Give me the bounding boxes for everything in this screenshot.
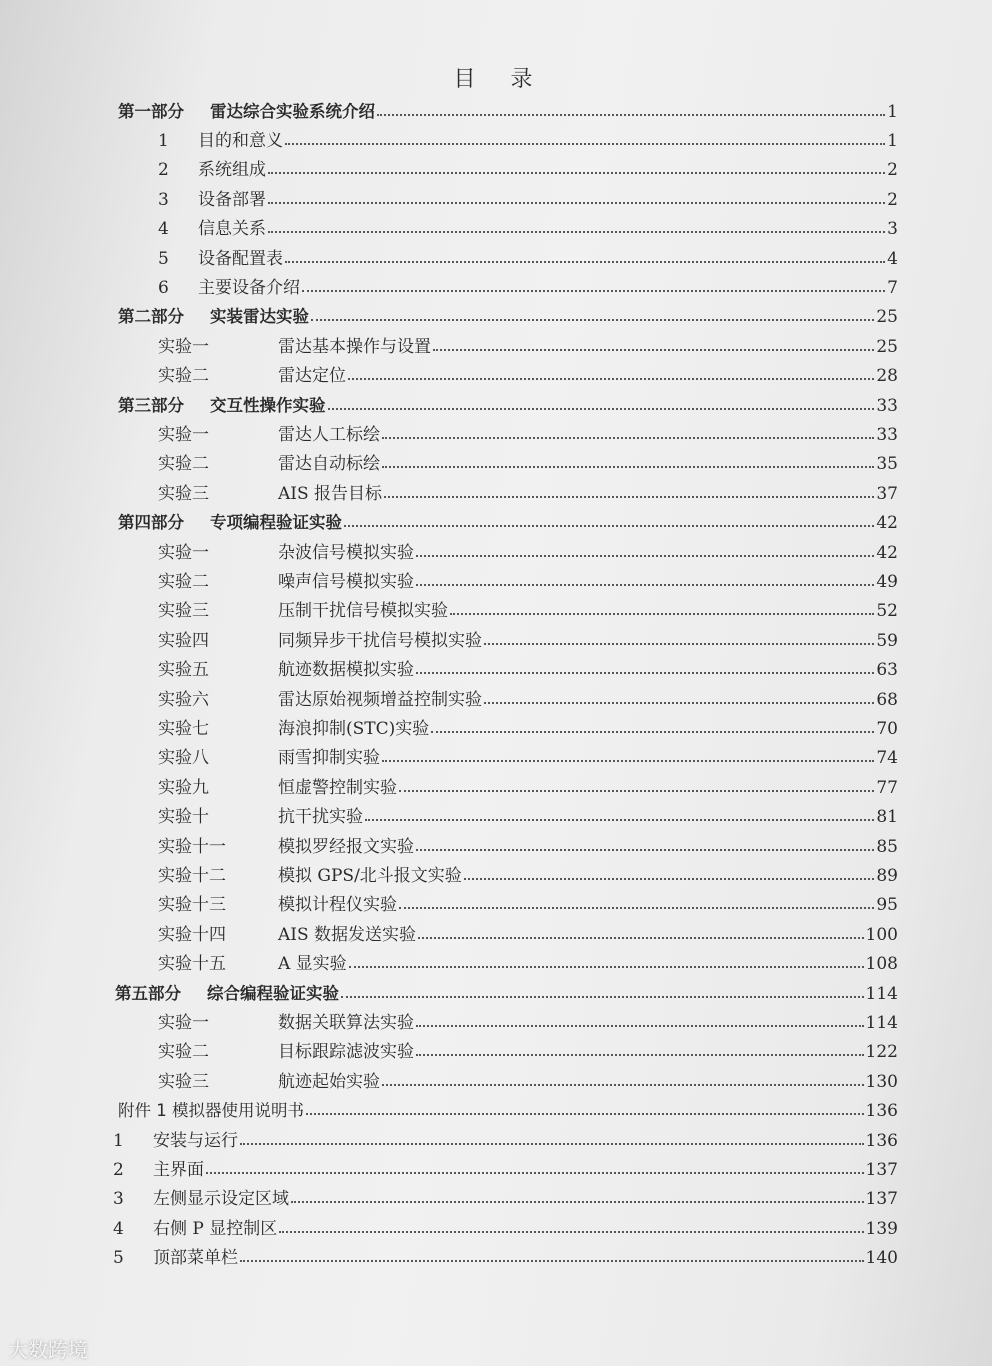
toc-entry-page-number: 37 [876,483,898,504]
toc-entry-number: 4 [158,219,169,240]
dot-leader [285,143,885,145]
toc-entry-page-number: 63 [876,660,898,681]
dot-leader [416,555,874,557]
toc-entry [158,415,898,445]
toc-entry-page-number: 1 [887,130,898,151]
toc-entry [158,357,898,387]
dot-leader [348,378,874,380]
toc-entry-page-number: 139 [865,1218,898,1239]
toc-entry-number: 1 [158,130,169,151]
toc-entry [158,945,898,975]
dot-leader [382,760,874,762]
toc-entry-title: 压制干扰信号模拟实验 [278,601,448,622]
toc-entry-title: 同频异步干扰信号模拟实验 [278,630,482,651]
toc-entry-title: 杂波信号模拟实验 [278,542,414,563]
dot-leader [433,349,874,351]
toc-entry-number: 实验十一 [158,836,226,857]
toc-entry [118,298,898,328]
toc-entry [158,915,898,945]
toc-entry [158,680,898,710]
toc-entry [113,1209,898,1239]
toc-entry-page-number: 108 [865,954,898,975]
toc-entry-title: 设备配置表 [198,248,283,269]
toc-entry [158,798,898,828]
toc-entry-number: 实验一 [158,424,209,445]
toc-entry-number: 实验七 [158,718,209,739]
toc-entry-page-number: 28 [876,366,898,387]
toc-entry-title: 系统组成 [198,160,266,181]
toc-entry-title: 安装与运行 [153,1130,238,1151]
dot-leader [464,878,875,880]
toc-entry [158,827,898,857]
toc-entry-number: 4 [113,1218,124,1239]
toc-entry-page-number: 77 [876,777,898,798]
toc-entry-title: 模拟 GPS/北斗报文实验 [278,865,462,886]
toc-entry-title: 左侧显示设定区域 [153,1189,289,1210]
toc-entry-title: 雷达定位 [278,366,346,387]
toc-entry [158,327,898,357]
dot-leader [279,1231,863,1233]
toc-entry-page-number: 7 [887,277,898,298]
toc-entry-title: 雨雪抑制实验 [278,748,380,769]
toc-entry-number: 实验九 [158,777,209,798]
toc-entry-title: 目标跟踪滤波实验 [278,1042,414,1063]
dot-leader [384,496,874,498]
toc-entry-title: 雷达基本操作与设置 [278,336,431,357]
toc-entry-number: 实验十四 [158,924,226,945]
toc-entry-number: 实验十 [158,807,209,828]
toc-entry-page-number: 68 [876,689,898,710]
toc-entry [158,533,898,563]
toc-entry-title: AIS 数据发送实验 [278,924,417,945]
toc-entry-title: 雷达原始视频增益控制实验 [278,689,482,710]
toc-entry [113,1239,898,1269]
toc-entry-number: 实验三 [158,1071,209,1092]
toc-entry-title: 海浪抑制(STC)实验 [278,718,430,739]
toc-entry-page-number: 136 [865,1130,898,1151]
toc-title: 目 录 [453,67,547,92]
dot-leader [341,996,864,998]
toc-entry-page-number: 136 [865,1101,898,1122]
toc-entry-page-number: 25 [876,336,898,357]
toc-entry-title: 雷达综合实验系统介绍 [210,101,375,121]
dot-leader [344,525,874,527]
toc-entry-title: 交互性操作实验 [210,395,326,415]
toc-entry-number: 第二部分 [118,307,184,327]
dot-leader [416,849,874,851]
toc-entry-number: 实验四 [158,630,209,651]
dot-leader [302,290,885,292]
toc-entry [158,1062,898,1092]
toc-entry-page-number: 85 [876,836,898,857]
toc-entry-page-number: 33 [876,395,898,416]
toc-entry-page-number: 1 [887,101,898,122]
toc-entry [158,1033,898,1063]
dot-leader [416,672,874,674]
toc-entry-title: 恒虚警控制实验 [278,777,397,798]
toc-entry-number: 2 [158,160,169,181]
toc-entry-title: 雷达人工标绘 [278,424,380,445]
toc-entry-number: 第四部分 [118,513,184,533]
toc-entry-title: 模拟计程仪实验 [278,895,397,916]
toc-entry-page-number: 35 [876,454,898,475]
dot-leader [484,702,874,704]
toc-entry [158,651,898,681]
toc-entry-page-number: 74 [876,748,898,769]
toc-entry-number: 实验十三 [158,895,226,916]
dot-leader [268,231,885,233]
toc-entry-title: 右侧 P 显控制区 [153,1218,278,1239]
toc-entry [158,592,898,622]
dot-leader [399,790,874,792]
toc-entry-title: 航迹起始实验 [278,1071,380,1092]
toc-entry-title: 雷达自动标绘 [278,454,380,475]
toc-entry-title: 附件 1 模拟器使用说明书 [118,1101,304,1121]
dot-leader [328,408,875,410]
toc-entry-number: 3 [158,189,169,210]
toc-entry [158,562,898,592]
toc-entry-number: 实验十二 [158,865,226,886]
dot-leader [291,1201,864,1203]
toc-entry-title: 综合编程验证实验 [207,983,339,1003]
toc-entry [158,739,898,769]
toc-entry-number: 实验一 [158,542,209,563]
dot-leader [285,261,885,263]
toc-entry-number: 实验二 [158,571,209,592]
toc-entry-number: 第五部分 [115,983,181,1003]
toc-entry-page-number: 122 [865,1042,898,1063]
toc-entry [118,1092,898,1122]
dot-leader [382,437,874,439]
toc-entry [158,151,898,181]
toc-entry-number: 3 [113,1189,124,1210]
toc-entry-number: 实验一 [158,336,209,357]
toc-entry [118,504,898,534]
toc-entry [113,1180,898,1210]
toc-entry-page-number: 137 [865,1159,898,1180]
toc-entry-title: A 显实验 [278,954,347,975]
toc-entry-title: 实装雷达实验 [210,307,309,327]
dot-leader [377,114,885,116]
toc-entry-number: 5 [158,248,169,269]
toc-entry [158,474,898,504]
toc-entry [115,974,898,1004]
toc-entry [158,268,898,298]
toc-entry [158,210,898,240]
toc-entry-page-number: 2 [887,189,898,210]
toc-entry-number: 2 [113,1159,124,1180]
dot-leader [268,172,885,174]
toc-entry-title: 信息关系 [198,219,266,240]
toc-entry [158,886,898,916]
toc-entry-title: 顶部菜单栏 [153,1248,238,1269]
dot-leader [418,937,864,939]
toc-entry-page-number: 140 [865,1248,898,1269]
toc-entry-page-number: 100 [865,924,898,945]
toc-entry [158,239,898,269]
toc-entry [118,92,898,122]
toc-entry [113,1121,898,1151]
toc-entry-number: 实验三 [158,601,209,622]
toc-entry-number: 5 [113,1248,124,1269]
toc-entry-number: 实验三 [158,483,209,504]
dot-leader [382,466,874,468]
toc-entry-page-number: 114 [865,1012,898,1033]
toc-entry [158,768,898,798]
toc-entry-title: 目的和意义 [198,130,283,151]
toc-entry-page-number: 25 [876,307,898,328]
toc-entry [158,856,898,886]
toc-entry-number: 第三部分 [118,395,184,415]
dot-leader [416,1025,864,1027]
dot-leader [484,643,874,645]
toc-entry-title: 模拟罗经报文实验 [278,836,414,857]
toc-entry-title: 噪声信号模拟实验 [278,571,414,592]
dot-leader [349,966,864,968]
toc-entry-page-number: 42 [876,513,898,534]
toc-entry-title: AIS 报告目标 [278,483,383,504]
dot-leader [382,1084,864,1086]
dot-leader [240,1143,864,1145]
toc-entry [158,709,898,739]
toc-entry-page-number: 42 [876,542,898,563]
toc-entry-title: 设备部署 [198,189,266,210]
toc-entry-page-number: 130 [865,1071,898,1092]
toc-entry [158,1003,898,1033]
dot-leader [311,319,874,321]
toc-entry-page-number: 33 [876,424,898,445]
dot-leader [365,819,874,821]
toc-entry-title: 主要设备介绍 [198,277,300,298]
toc-entry-number: 实验二 [158,1042,209,1063]
toc-entry-page-number: 59 [876,630,898,651]
dot-leader [206,1172,864,1174]
toc-entry-page-number: 3 [887,219,898,240]
dot-leader [399,907,874,909]
toc-entry-number: 实验二 [158,454,209,475]
dot-leader [416,584,874,586]
toc-entry-page-number: 4 [887,248,898,269]
dot-leader [268,202,885,204]
toc-entry-title: 抗干扰实验 [278,807,363,828]
toc-entry-number: 实验二 [158,366,209,387]
dot-leader [416,1054,864,1056]
toc-entry-page-number: 95 [876,895,898,916]
toc-entry [158,121,898,151]
dot-leader [431,731,874,733]
toc-entry [158,445,898,475]
toc-entry-number: 第一部分 [118,101,184,121]
toc-entry-number: 实验六 [158,689,209,710]
dot-leader [306,1113,864,1115]
dot-leader [240,1260,864,1262]
toc-entry-title: 专项编程验证实验 [210,513,342,533]
toc-entry-number: 1 [113,1130,124,1151]
toc-entry-title: 数据关联算法实验 [278,1012,414,1033]
toc-entry-page-number: 52 [876,601,898,622]
toc-entry [158,180,898,210]
toc-entry-page-number: 49 [876,571,898,592]
toc-entry-title: 航迹数据模拟实验 [278,660,414,681]
toc-entry-number: 实验五 [158,660,209,681]
toc-entry-page-number: 70 [876,718,898,739]
toc-entry [113,1150,898,1180]
toc-entry-number: 实验八 [158,748,209,769]
toc-entry-page-number: 114 [865,983,898,1004]
toc-entry [118,386,898,416]
toc-entry-page-number: 137 [865,1189,898,1210]
toc-entry-title: 主界面 [153,1159,204,1180]
watermark: 大数跨境 [8,1338,88,1362]
toc-entry-number: 实验十五 [158,954,226,975]
toc-entry-number: 6 [158,277,169,298]
toc-entry-number: 实验一 [158,1012,209,1033]
dot-leader [450,613,874,615]
toc-entry-page-number: 89 [876,865,898,886]
toc-entry [158,621,898,651]
toc-entry-page-number: 2 [887,160,898,181]
toc-entry-page-number: 81 [876,807,898,828]
